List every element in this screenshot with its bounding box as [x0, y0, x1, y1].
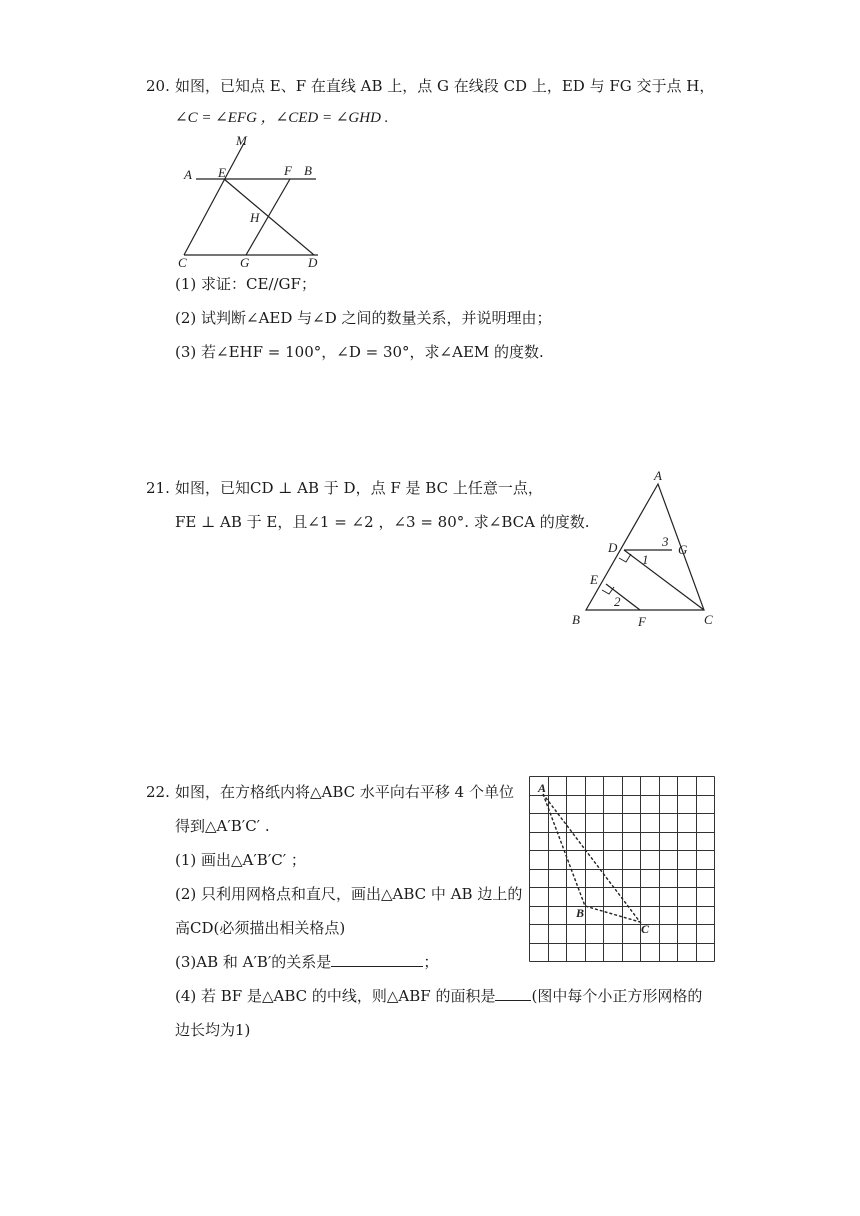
q21-label-E: E	[590, 572, 598, 587]
q22-statement-line1: 如图，在方格纸内将△ABC 水平向右平移 4 个单位	[175, 783, 514, 801]
q22-label-A: A	[538, 781, 547, 795]
q20-number: 20.	[146, 77, 170, 95]
q20-label-C: C	[178, 255, 187, 270]
q20-statement-line1: 如图，已知点 E、F 在直线 AB 上，点 G 在线段 CD 上，ED 与 FG 交于点 H，	[175, 77, 715, 95]
q20-label-E: E	[218, 165, 226, 180]
q21-number: 21.	[146, 479, 170, 497]
q22-part3	[175, 952, 438, 972]
q20-part2: (2) 试判断∠AED 与∠D 之间的数量关系，并说明理由；	[175, 309, 552, 327]
q20-label-A: A	[184, 167, 192, 182]
q22-part1: (1) 画出△A′B′C′ ；	[175, 851, 306, 869]
q22-part4-line2: 边长均为1)	[175, 1021, 251, 1039]
q22-label-B: B	[576, 906, 585, 920]
q21-label-C: C	[704, 612, 713, 627]
q22-part4	[175, 986, 702, 1006]
q22-part3-answer-blank[interactable]	[331, 952, 423, 967]
q20-label-H: H	[250, 210, 260, 225]
q20-label-B: B	[304, 163, 312, 178]
q22-label-C: C	[641, 922, 650, 936]
q21-label-F: F	[638, 614, 646, 629]
q22-part2-line1: (2) 只利用网格点和直尺，画出△ABC 中 AB 边上的	[175, 885, 523, 903]
q21-label-1: 1	[642, 552, 649, 567]
q21-figure	[568, 466, 723, 631]
q21-label-B: B	[572, 612, 580, 627]
q22-statement-line2: 得到△A′B′C′ .	[175, 817, 270, 835]
q20-part3: (3) 若∠EHF = 100°，∠D = 30°，求∠AEM 的度数.	[175, 343, 544, 361]
q20-label-G: G	[240, 255, 250, 270]
q20-label-M: M	[236, 133, 247, 148]
q20-part1: (1) 求证：CE//GF；	[175, 275, 316, 293]
q22-part3-end: ；	[423, 953, 439, 971]
q20-figure	[178, 133, 338, 268]
q21-label-A: A	[654, 468, 662, 483]
q21-label-2: 2	[614, 594, 621, 609]
q21-label-G: G	[678, 542, 688, 557]
q22-grid-figure	[529, 776, 715, 962]
q21-statement-line2: FE ⊥ AB 于 E，且∠1 = ∠2 ，∠3 = 80°. 求∠BCA 的度数.	[175, 513, 590, 531]
q22-number: 22.	[146, 783, 170, 801]
q22-part4-text: (4) 若 BF 是△ABC 的中线，则△ABF 的面积是	[175, 987, 496, 1005]
q22-part2-line2: 高CD(必须描出相关格点)	[175, 919, 346, 937]
q20-label-D: D	[308, 255, 318, 270]
q21-label-D: D	[608, 540, 618, 555]
q22-part3-text: (3)AB 和 A′B′的关系是	[175, 953, 332, 971]
q21-label-3: 3	[662, 534, 669, 549]
q22-part4-answer-blank[interactable]	[495, 986, 531, 1001]
q22-grid-lines	[530, 777, 715, 962]
q21-statement-line1: 如图，已知CD ⊥ AB 于 D，点 F 是 BC 上任意一点，	[175, 479, 543, 497]
q20-statement-line2: ∠C = ∠EFG ，∠CED = ∠GHD .	[175, 110, 389, 126]
q20-label-F: F	[284, 163, 292, 178]
q22-part4-end: (图中每个小正方形网格的	[531, 987, 703, 1005]
